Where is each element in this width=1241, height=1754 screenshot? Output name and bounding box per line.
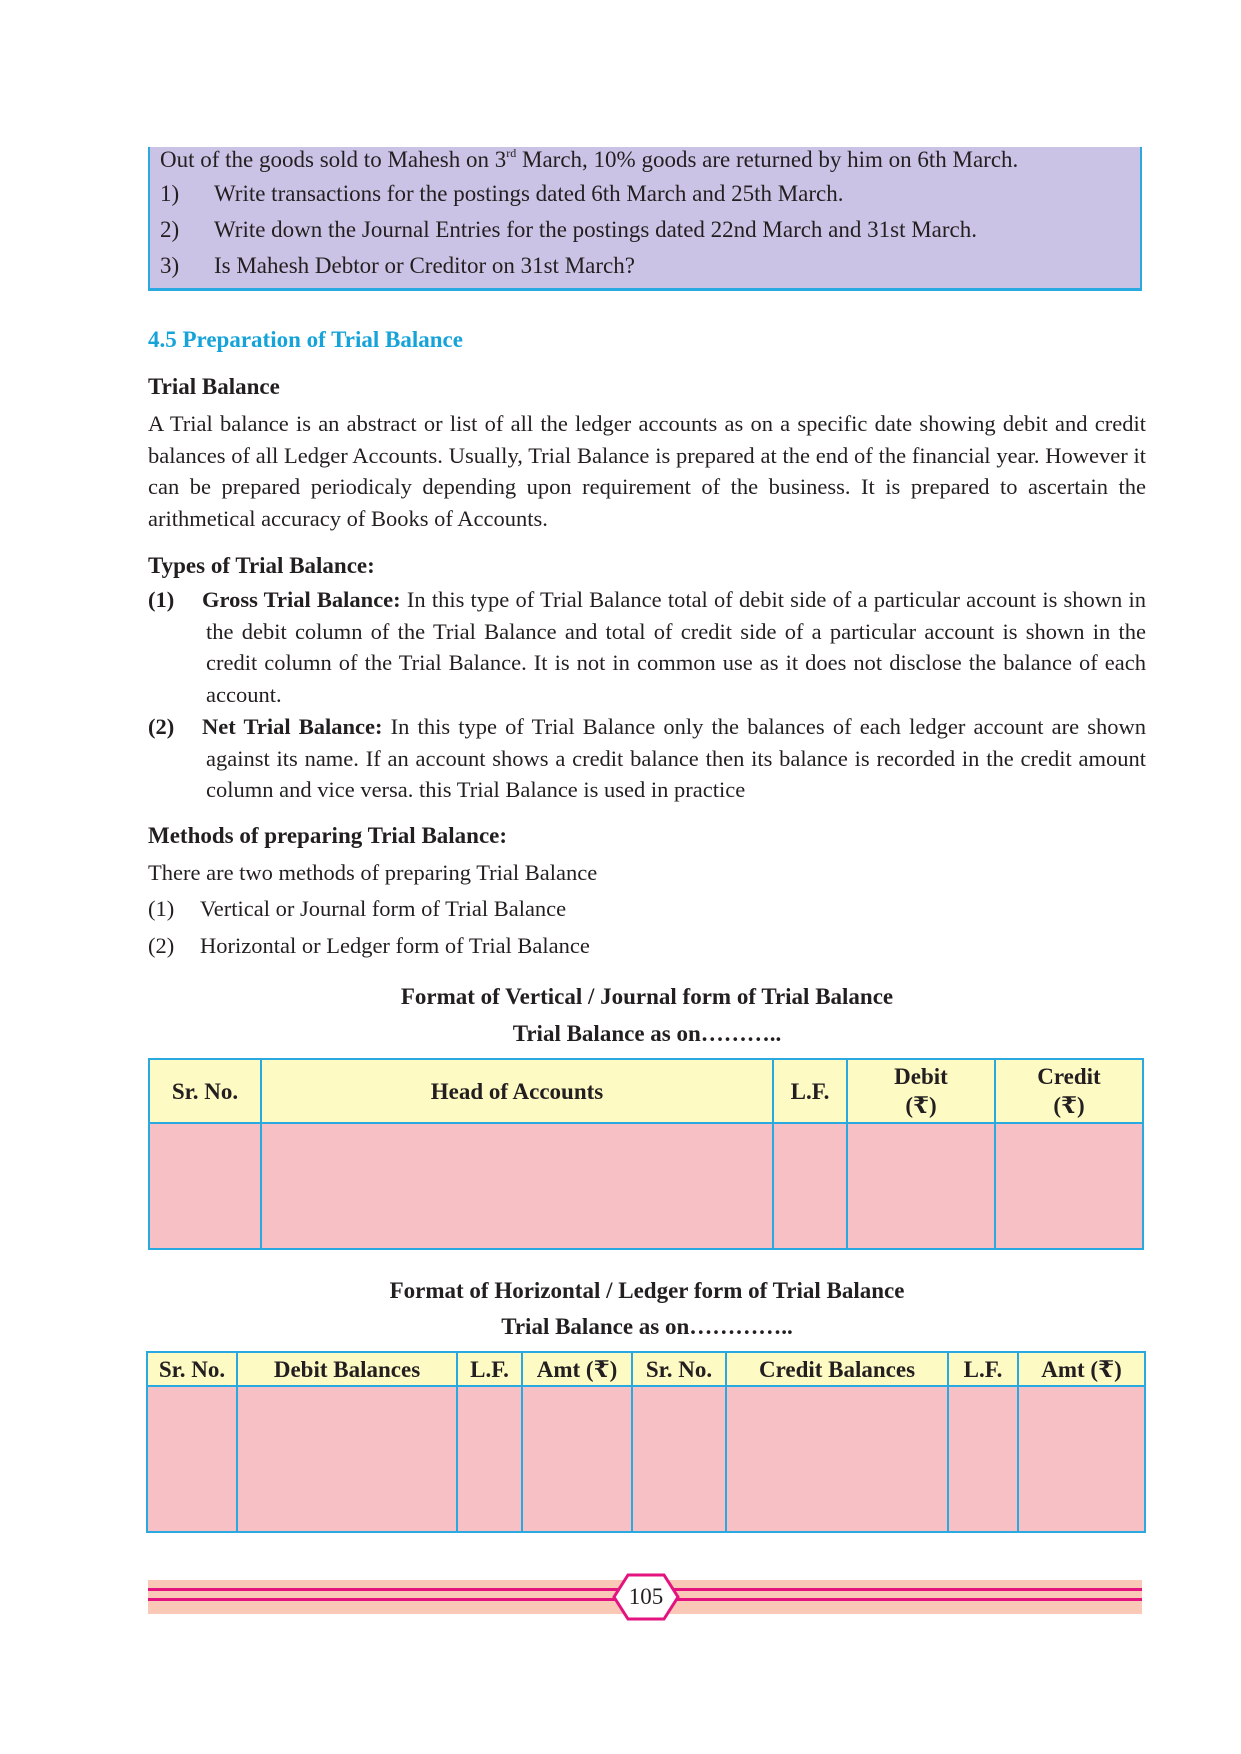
- method-item: [148, 933, 590, 959]
- methods-intro: There are two methods of preparing Trial Balance: [148, 860, 598, 885]
- method-item: [148, 896, 566, 922]
- header-credit-amt: Amt (₹): [1018, 1352, 1145, 1386]
- cell-lf: [773, 1123, 847, 1249]
- horizontal-trial-balance-table: [146, 1351, 1146, 1533]
- table-body-row: [149, 1123, 1143, 1249]
- item-text: In this type of Trial Balance only the balances of each ledger account are shown against its name. If an account shows a credit balance then its balance is recorded in the credit amount column and vice versa. this Trial Balance is used in practice: [206, 714, 1147, 802]
- header-sr-no: Sr. No.: [149, 1059, 261, 1123]
- exercise-question: [160, 253, 635, 279]
- header-debit-balances: Debit Balances: [237, 1352, 457, 1386]
- intro-sup: rd: [506, 146, 517, 160]
- header-credit-unit: (₹): [1053, 1093, 1085, 1118]
- cell-credit-balances: [726, 1386, 948, 1532]
- item-number: (2): [148, 714, 175, 739]
- cell-debit-balances: [237, 1386, 457, 1532]
- section-title: 4.5 Preparation of Trial Balance: [148, 327, 463, 352]
- methods-heading: Methods of preparing Trial Balance:: [148, 823, 508, 848]
- header-credit-label: Credit: [1037, 1064, 1101, 1089]
- item-text: In this type of Trial Balance total of debit side of a particular account is shown in the debit column of the Trial Balance and total of credit side of a particular account is shown in the credit column of the Trial Balance. It is not in common use as it does not disclose the balance of each account.: [206, 587, 1146, 707]
- exercise-question: [160, 181, 844, 207]
- cell-debit-amt: [522, 1386, 632, 1532]
- header-debit-unit: (₹): [905, 1093, 937, 1118]
- header-credit-lf: L.F.: [948, 1352, 1018, 1386]
- cell-credit-lf: [948, 1386, 1018, 1532]
- item-number: (1): [148, 587, 175, 612]
- cell-credit-amt: [1018, 1386, 1145, 1532]
- exercise-box: [148, 147, 1142, 291]
- exercise-intro: [160, 147, 1018, 173]
- vertical-trial-balance-table: [148, 1058, 1144, 1250]
- definition-paragraph: A Trial balance is an abstract or list of all the ledger accounts as on a specific date showing debit and credit balances of all Ledger Accounts. Usually, Trial Balance is prepared at the end of the financial year. However it can be prepared periodicaly depending upon requirement of the business. It is prepared to ascertain the arithmetical accuracy of Books of Accounts.: [148, 411, 1146, 531]
- horizontal-format-title: Format of Horizontal / Ledger form of Trial Balance: [389, 1278, 905, 1303]
- table-header-row: [149, 1059, 1143, 1123]
- cell-sr-no: [149, 1123, 261, 1249]
- cell-head-of-accounts: [261, 1123, 773, 1249]
- item-term: Net Trial Balance:: [202, 714, 383, 739]
- header-debit-lf: L.F.: [457, 1352, 522, 1386]
- question-number: 2): [160, 217, 180, 242]
- intro-post: March, 10% goods are returned by him on 6th March.: [516, 147, 1019, 172]
- subheading-trial-balance: Trial Balance: [148, 374, 280, 399]
- header-debit-sr-no: Sr. No.: [147, 1352, 237, 1386]
- types-heading: Types of Trial Balance:: [148, 553, 375, 578]
- header-debit-amt: Amt (₹): [522, 1352, 632, 1386]
- table-body-row: [147, 1386, 1145, 1532]
- intro-pre: Out of the goods sold to Mahesh on 3: [160, 147, 507, 172]
- question-text: Write transactions for the postings dated 6th March and 25th March.: [214, 181, 844, 206]
- item-body: [148, 584, 1146, 710]
- question-number: 1): [160, 181, 180, 206]
- question-number: 3): [160, 253, 180, 278]
- header-lf: L.F.: [773, 1059, 847, 1123]
- question-text: Write down the Journal Entries for the postings dated 22nd March and 31st March.: [214, 217, 978, 242]
- header-head-of-accounts: Head of Accounts: [261, 1059, 773, 1123]
- table-header-row: [147, 1352, 1145, 1386]
- type-item-net: [148, 711, 1146, 806]
- horizontal-format-subtitle: Trial Balance as on…………..: [501, 1314, 793, 1339]
- cell-debit: [847, 1123, 995, 1249]
- item-term: Gross Trial Balance:: [202, 587, 401, 612]
- page-number: 105: [628, 1584, 664, 1609]
- header-debit-label: Debit: [894, 1064, 948, 1089]
- type-item-gross: [148, 584, 1146, 710]
- header-debit: [847, 1059, 995, 1123]
- item-number: (2): [148, 933, 175, 958]
- header-credit-sr-no: Sr. No.: [632, 1352, 726, 1386]
- cell-credit-sr-no: [632, 1386, 726, 1532]
- exercise-question: [160, 217, 977, 243]
- cell-credit: [995, 1123, 1143, 1249]
- item-text: Horizontal or Ledger form of Trial Balance: [200, 933, 590, 958]
- header-credit-balances: Credit Balances: [726, 1352, 948, 1386]
- vertical-format-title: Format of Vertical / Journal form of Trial Balance: [400, 984, 894, 1009]
- cell-debit-sr-no: [147, 1386, 237, 1532]
- item-body: [148, 711, 1146, 806]
- cell-debit-lf: [457, 1386, 522, 1532]
- item-text: Vertical or Journal form of Trial Balance: [200, 896, 567, 921]
- question-text: Is Mahesh Debtor or Creditor on 31st March?: [214, 253, 635, 278]
- item-number: (1): [148, 896, 175, 921]
- header-credit: [995, 1059, 1143, 1123]
- vertical-format-subtitle: Trial Balance as on………..: [512, 1021, 782, 1046]
